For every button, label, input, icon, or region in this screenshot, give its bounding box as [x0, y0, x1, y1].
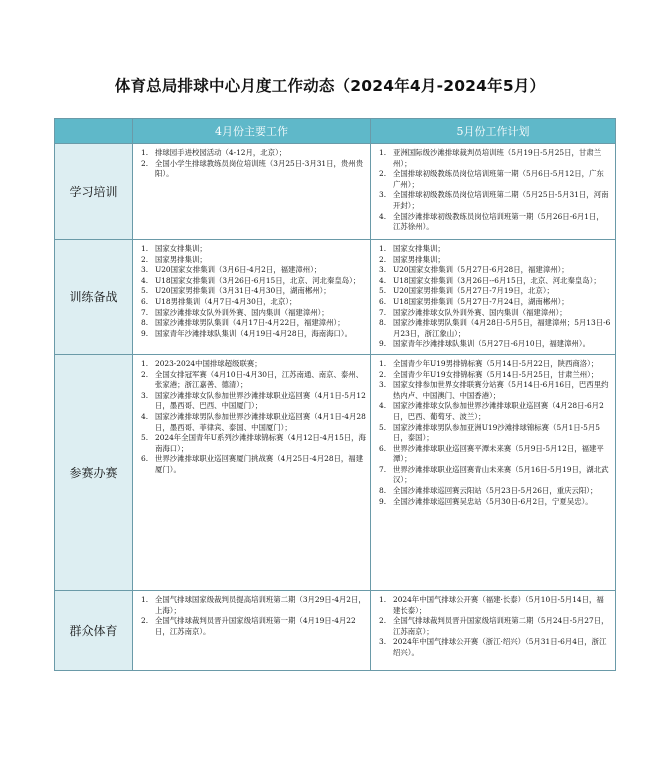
table-body [55, 144, 616, 671]
list-item [379, 318, 611, 339]
list-item-text: 全国女排冠军赛（4月10日-4月30日，江苏南通、南京、泰州、张家港；浙江嘉善、德清）； [155, 369, 364, 390]
list-item-text: 全国排球初级教练员岗位培训班第一期（5月6日-5月12日，广东广州）； [393, 169, 604, 189]
list-item [379, 190, 611, 211]
list-item-number: 1. [141, 358, 149, 368]
list-item-text: 全国排球初级教练员岗位培训班第二期（5月25日-5月31日，河南开封）； [393, 190, 609, 210]
list-item-number: 2. [141, 616, 149, 626]
table-row [55, 144, 616, 240]
list-item-text: 国家沙滩排球女队参加世界沙滩排球职业巡回赛（4月1日-5月12日，墨西哥、巴西、中国厦门）； [155, 390, 366, 411]
list-item [141, 286, 366, 297]
list-item [141, 616, 366, 637]
list-item-text: 国家沙滩排球男队集训（4月28日-5月5日，福建漳州；5月13日-6月23日，浙江象山）； [393, 318, 611, 338]
list-item-text: U20国家女排集训（3月6日-4月2日，福建漳州）； [155, 265, 322, 275]
list-item-text: 亚洲国际级沙滩排球裁判员培训班（5月19日-5月25日，甘肃兰州）； [393, 148, 602, 168]
list-item-text: 全国气排球裁判员晋升国家级培训班第一期（4月19日-4月22日，江苏南京）。 [155, 616, 356, 636]
list-item-text: 国家女排参加世界女排联赛分站赛（5月14日-6月16日，巴西里约热内卢、中国澳门、中国香港）； [393, 380, 609, 400]
list-item-text: 全国气排球国家级裁判员提高培训班第二期（3月29日-4月2日，上海）； [155, 594, 366, 615]
header-corner [55, 119, 133, 144]
list-item [379, 286, 611, 297]
list-item-number: 2. [379, 369, 387, 379]
document-title: 体育总局排球中心月度工作动态（2024年4月-2024年5月） [114, 77, 546, 95]
list-item-number: 2. [379, 169, 387, 179]
list-item [379, 339, 611, 350]
list-item [379, 380, 611, 401]
list-item [141, 329, 366, 340]
list-item [141, 255, 366, 266]
list-item-text: 国家男排集训； [155, 254, 207, 264]
list-item-text: U18国家男排集训（5月27日-7月24日，湖南郴州）； [393, 296, 569, 306]
list-item-number: 6. [379, 443, 387, 453]
list-item [141, 159, 366, 180]
list-item-number: 4. [379, 275, 387, 285]
header-may: 5月份工作计划 [371, 119, 616, 144]
may-cell [371, 590, 616, 670]
list-item [379, 297, 611, 308]
list-item [141, 412, 366, 433]
list-item-text: 全国小学生排球教练员岗位培训班（3月25日-3月31日，贵州贵阳）。 [155, 158, 364, 179]
list-item-number: 4. [141, 275, 149, 285]
list-item [141, 297, 366, 308]
list-item-number: 5. [141, 286, 149, 296]
list-item-number: 4. [379, 211, 387, 221]
list-item-number: 2. [141, 158, 149, 168]
list-item-number: 8. [141, 318, 149, 328]
may-cell [371, 354, 616, 590]
list-item [379, 423, 611, 444]
list-item-number: 9. [379, 339, 387, 349]
list-item-text: 国家沙滩排球女队外训外赛、国内集训（福建漳州）； [155, 307, 329, 317]
april-list [133, 144, 370, 184]
may-list [371, 144, 615, 237]
list-item [141, 148, 366, 159]
list-item-number: 6. [141, 454, 149, 464]
list-item [141, 359, 366, 370]
list-item [141, 433, 366, 454]
list-item-number: 4. [141, 411, 149, 421]
list-item [379, 148, 611, 169]
list-item [379, 244, 611, 255]
list-item-number: 5. [141, 433, 149, 443]
list-item [379, 370, 611, 381]
list-item-number: 1. [379, 358, 387, 368]
list-item-number: 1. [379, 244, 387, 253]
list-item-number: 8. [379, 318, 387, 328]
list-item [141, 276, 366, 287]
list-item-text: U18国家女排集训（3月26日--6月15日，北京、河北秦皇岛）； [393, 275, 601, 285]
list-item-number: 7. [379, 464, 387, 474]
list-item-number: 2. [379, 254, 387, 264]
list-item-number: 5. [379, 422, 387, 432]
list-item [379, 486, 611, 497]
list-item-text: 国家青年沙滩排球队集训（4月19日-4月28日，海南海口）。 [155, 328, 352, 338]
list-item-text: U18男排集训（4月7日-4月30日，北京）； [155, 296, 297, 306]
list-item [379, 616, 611, 637]
list-item [379, 444, 611, 465]
list-item-number: 9. [379, 496, 387, 506]
list-item-text: 国家沙滩排球女队外训外赛、国内集训（福建漳州）； [393, 307, 567, 317]
list-item-text: 国家女排集训； [393, 244, 445, 253]
list-item-text: 国家男排集训； [393, 254, 445, 264]
header-april: 4月份主要工作 [133, 119, 371, 144]
may-list [371, 355, 615, 511]
list-item [379, 265, 611, 276]
header-row [55, 119, 616, 144]
list-item [141, 244, 366, 255]
list-item [379, 276, 611, 287]
list-item-text: 全国青少年U19男排锦标赛（5月14日-5月22日，陕西商洛）； [393, 358, 599, 368]
list-item-number: 3. [141, 265, 149, 275]
april-cell [133, 590, 371, 670]
row-category: 训练备战 [55, 240, 133, 355]
list-item-text: 2024年全国青年U系列沙滩排球锦标赛（4月12日-4月15日，海南海口）； [155, 433, 366, 453]
april-list [133, 355, 370, 480]
list-item-number: 6. [379, 296, 387, 306]
list-item [141, 391, 366, 412]
list-item [379, 308, 611, 319]
list-item-text: 2024年中国气排球公开赛（福建·长泰）（5月10日-5月14日，福建长泰）； [393, 594, 604, 615]
list-item [141, 265, 366, 276]
list-item-number: 8. [379, 486, 387, 496]
may-cell [371, 144, 616, 240]
work-table [54, 118, 616, 671]
april-cell [133, 240, 371, 355]
april-cell [133, 144, 371, 240]
list-item [379, 637, 611, 658]
row-category: 参赛办赛 [55, 354, 133, 590]
may-list [371, 591, 615, 663]
list-item-text: 国家沙滩排球男队参加世界沙滩排球职业巡回赛（4月1日-4月28日，墨西哥、菲律宾、泰国、中国厦门）； [155, 411, 366, 432]
list-item-text: 国家沙滩排球男队集训（4月17日-4月22日，福建漳州）； [155, 318, 345, 328]
list-item-text: U20国家男排集训（5月27日-7月19日，北京）； [393, 286, 554, 296]
list-item-number: 1. [141, 148, 149, 157]
list-item-text: 2023-2024中国排球超级联赛； [155, 358, 262, 368]
list-item [379, 212, 611, 233]
row-category: 学习培训 [55, 144, 133, 240]
list-item-text: 世界沙滩排球职业巡回赛青山未来赛（5月16日-5月19日，湖北武汉）； [393, 464, 609, 485]
list-item-text: 全国沙滩排球初级教练员岗位培训班第一期（5月26日-6月1日，江苏徐州）。 [393, 211, 604, 232]
list-item-text: 全国青少年U19女排锦标赛（5月14日-5月25日，甘肃兰州）； [393, 369, 599, 379]
list-item-text: 国家沙滩排球女队参加世界沙滩排球职业巡回赛（4月28日-6月2日，巴西、葡萄牙、波兰）； [393, 401, 604, 421]
list-item-number: 5. [379, 286, 387, 296]
list-item-number: 2. [141, 369, 149, 379]
list-item-text: 世界沙滩排球职业巡回赛厦门挑战赛（4月25日-4月28日，福建厦门）。 [155, 454, 364, 474]
list-item-text: 国家青年沙滩排球队集训（5月27日-6月10日，福建漳州）。 [393, 339, 590, 349]
list-item-number: 9. [141, 328, 149, 338]
list-item [379, 255, 611, 266]
table-row [55, 590, 616, 670]
list-item [379, 595, 611, 616]
april-list [133, 591, 370, 641]
list-item-text: U20国家女排集训（5月27日-6月28日，福建漳州）； [393, 265, 569, 275]
list-item-number: 3. [379, 265, 387, 275]
list-item-text: 全国沙滩排球巡回赛吴忠站（5月30日-6月2日，宁夏吴忠）。 [393, 496, 593, 506]
list-item-number: 2. [141, 254, 149, 264]
list-item [141, 370, 366, 391]
list-item-number: 1. [141, 594, 149, 604]
list-item [379, 465, 611, 486]
list-item-text: U18国家女排集训（3月26日-6月15日，北京、河北秦皇岛）； [155, 275, 361, 285]
list-item [141, 454, 366, 475]
list-item-text: U20国家男排集训（3月31日-4月30日，湖南郴州）； [155, 286, 331, 296]
list-item-text: 全国沙滩排球巡回赛云阳站（5月23日-5月26日，重庆云阳）； [393, 486, 598, 496]
row-category: 群众体育 [55, 590, 133, 670]
table-row [55, 240, 616, 355]
april-list [133, 240, 370, 343]
list-item-number: 1. [141, 244, 149, 253]
list-item-text: 排球园手进校园活动（4-12月，北京）； [155, 148, 287, 157]
list-item [379, 497, 611, 508]
list-item-text: 国家沙滩排球男队参加亚洲U19沙滩排球锦标赛（5月1日-5月5日，泰国）； [393, 422, 600, 443]
list-item-number: 3. [379, 637, 387, 647]
list-item [141, 318, 366, 329]
list-item-number: 6. [141, 296, 149, 306]
list-item [141, 308, 366, 319]
may-cell [371, 240, 616, 355]
list-item [141, 595, 366, 616]
list-item-text: 2024年中国气排球公开赛（浙江·绍兴）（5月31日-6月4日，浙江绍兴）。 [393, 637, 607, 657]
may-list [371, 240, 615, 354]
list-item-number: 7. [379, 307, 387, 317]
list-item-text: 国家女排集训； [155, 244, 207, 253]
list-item-number: 1. [379, 148, 387, 157]
april-cell [133, 354, 371, 590]
list-item-number: 3. [379, 190, 387, 200]
list-item [379, 401, 611, 422]
list-item-text: 世界沙滩排球职业巡回赛平潭未来赛（5月9日-5月12日，福建平潭）； [393, 443, 604, 464]
list-item [379, 169, 611, 190]
list-item-number: 2. [379, 616, 387, 626]
list-item-number: 4. [379, 401, 387, 411]
list-item-number: 3. [141, 390, 149, 400]
list-item-number: 3. [379, 380, 387, 390]
list-item-text: 全国气排球裁判员晋升国家级培训班第二期（5月24日-5月27日，江苏南京）； [393, 616, 609, 636]
list-item [379, 359, 611, 370]
list-item-number: 1. [379, 594, 387, 604]
table-row [55, 354, 616, 590]
list-item-number: 7. [141, 307, 149, 317]
